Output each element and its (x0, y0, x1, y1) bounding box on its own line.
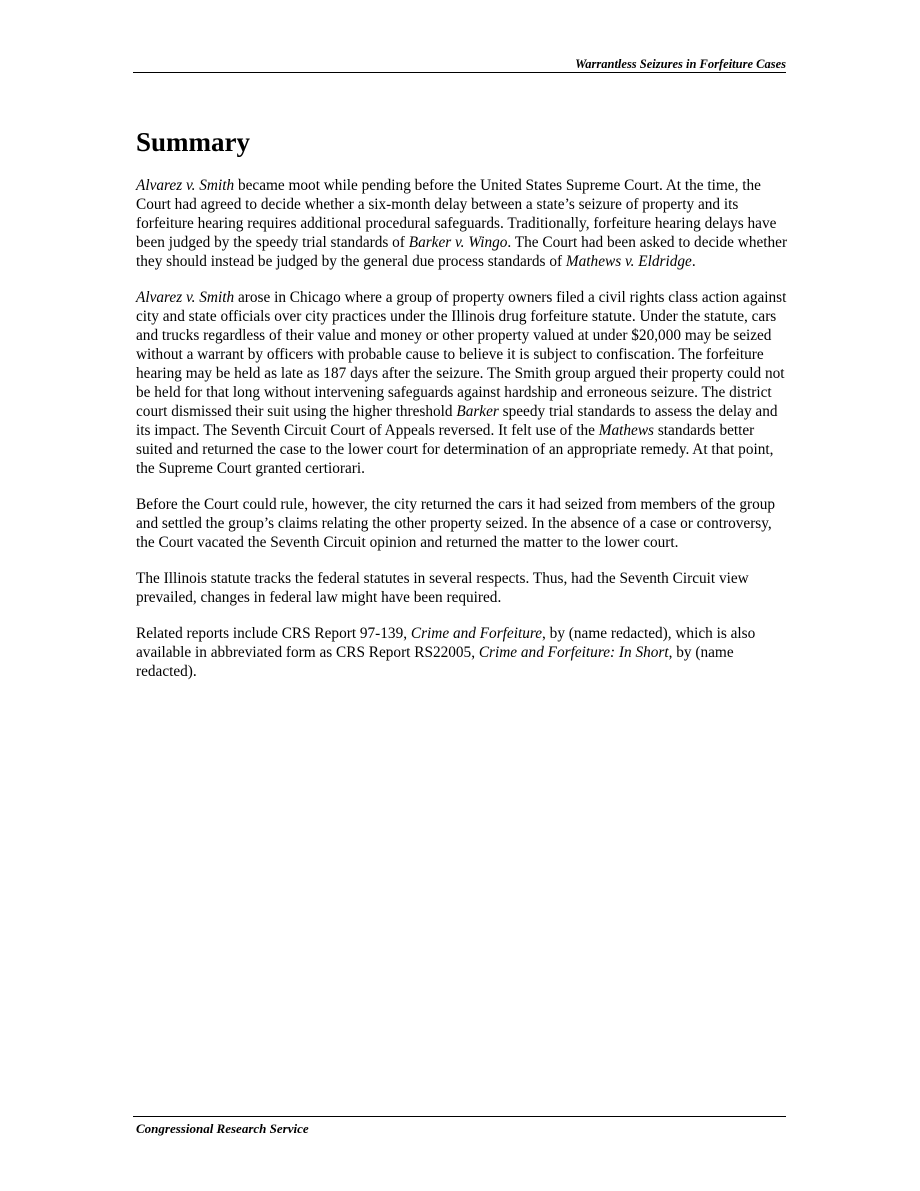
paragraph: Related reports include CRS Report 97-139, Crime and Forfeiture, by (name redacted), which is also available in abbreviated form as CRS Report RS22005, Crime and Forfeiture: In Short, by (name redacted). (136, 625, 756, 680)
paragraph: Before the Court could rule, however, the city returned the cars it had seized from members of the group and settled the group’s claims relating the other property seized. In the absence of a case or controversy, the Court vacated the Seventh Circuit opinion and returned the matter to the lower court. (136, 496, 776, 551)
paragraph: Alvarez v. Smith arose in Chicago where a group of property owners filed a civil rights class action against city and state officials over city practices under the Illinois drug forfeiture statute. Under the statute, cars and trucks regardless of their value and money or other property valued at under $20,000 may be seized without a warrant by officers with probable cause to believe it is subject to confiscation. The forfeiture hearing may be held as late as 187 days after the seizure. The Smith group argued their property could not be held for that long without intervening safeguards against hardship and erroneous seizure. The district court dismissed their suit using the higher threshold Barker speedy trial standards to assess the delay and its impact. The Seventh Circuit Court of Appeals reversed. It felt use of the Mathews standards better suited and returned the case to the lower court for determination of an appropriate remedy. At that point, the Supreme Court granted certiorari. (136, 289, 787, 477)
running-title: Warrantless Seizures in Forfeiture Cases (575, 57, 786, 71)
summary-body (136, 176, 788, 698)
paragraph: Alvarez v. Smith became moot while pending before the United States Supreme Court. At the time, the Court had agreed to decide whether a six-month delay between a state’s seizure of property and its forfeiture hearing requires additional procedural safeguards. Traditionally, forfeiture hearing delays have been judged by the speedy trial standards of Barker v. Wingo. The Court had been asked to decide whether they should instead be judged by the general due process standards of Mathews v. Eldridge. (136, 177, 788, 270)
paragraph: The Illinois statute tracks the federal statutes in several respects. Thus, had the Seventh Circuit view prevailed, changes in federal law might have been required. (136, 570, 749, 606)
footer-text: Congressional Research Service (136, 1121, 309, 1136)
page-footer (133, 1116, 786, 1136)
page-header (133, 55, 786, 73)
page-title: Summary (136, 127, 250, 157)
